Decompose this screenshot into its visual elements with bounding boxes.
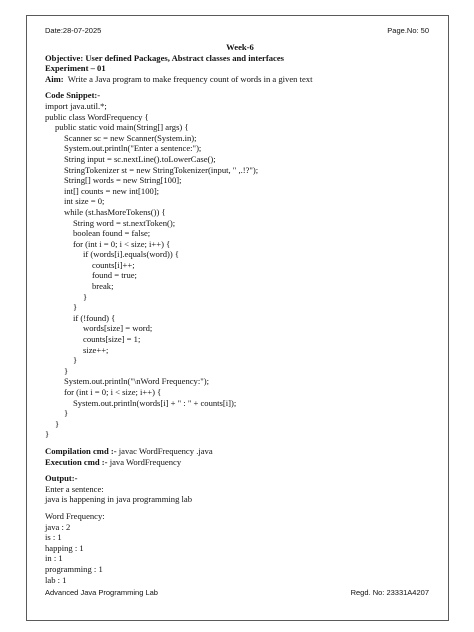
output-block-frequency [45, 511, 435, 585]
code-line: String word = st.nextToken(); [73, 217, 176, 228]
code-line: break; [92, 281, 114, 292]
experiment-number: Experiment – 01 [45, 63, 106, 74]
code-line: Scanner sc = new Scanner(System.in); [64, 132, 197, 143]
code-heading: Code Snippet:- [45, 90, 101, 101]
code-line: for (int i = 0; i < size; i++) { [64, 387, 162, 397]
compile-text: javac WordFrequency .java [116, 445, 213, 456]
compile-command [45, 446, 435, 457]
header-date: Date:28-07-2025 [45, 26, 102, 35]
code-line: } [73, 302, 78, 313]
footer-regd-no: Regd. No: 23331A4207 [350, 588, 429, 597]
code-line: System.out.println(words[i] + " : " + counts[i]); [73, 397, 237, 408]
code-line: System.out.println("Enter a sentence:"); [64, 143, 202, 154]
page-header [45, 26, 429, 35]
code-line: StringTokenizer st = new StringTokenizer(input, " ,.!?"); [64, 164, 259, 175]
code-line: size++; [83, 344, 109, 355]
code-line: for (int i = 0; i < size; i++) { [73, 238, 171, 249]
output-line: java : 2 [45, 521, 71, 532]
code-line: if (words[i].equals(word)) { [83, 249, 179, 260]
aim-label: Aim: [45, 73, 64, 84]
output-line: happing : 1 [45, 542, 84, 553]
output-heading: Output:- [45, 473, 78, 484]
footer-lab-name: Advanced Java Programming Lab [45, 588, 158, 597]
code-line: boolean found = false; [73, 228, 151, 239]
code-line: } [55, 418, 60, 429]
output-line: in : 1 [45, 553, 63, 564]
output-line: lab : 1 [45, 574, 67, 585]
code-line: public class WordFrequency { [45, 111, 149, 122]
code-line: counts[size] = 1; [83, 334, 141, 345]
exec-text: java WordFrequency [107, 456, 182, 467]
objective: Objective: User defined Packages, Abstract classes and interfaces [45, 52, 284, 63]
code-line: } [83, 291, 88, 302]
code-line: } [64, 365, 69, 376]
aim [45, 74, 435, 85]
output-line: Word Frequency: [45, 510, 105, 521]
code-line: int size = 0; [64, 196, 105, 207]
document-content [45, 42, 435, 585]
page-footer [45, 588, 429, 597]
code-block [45, 101, 435, 440]
week-title: Week-6 [226, 42, 254, 52]
code-line: } [73, 355, 78, 366]
header-page-number: Page.No: 50 [387, 26, 429, 35]
code-line: public static void main(String[] args) { [55, 122, 189, 133]
output-line: java is happening in java programming lab [45, 494, 193, 505]
aim-text: Write a Java program to make frequency count of words in a given text [63, 73, 313, 84]
code-line: while (st.hasMoreTokens()) { [64, 206, 166, 217]
output-line: Enter a sentence: [45, 483, 104, 494]
code-line: String[] words = new String[100]; [64, 175, 182, 186]
code-line: } [45, 429, 50, 440]
code-line: if (!found) { [73, 312, 116, 323]
code-line: System.out.println("\nWord Frequency:"); [64, 376, 209, 387]
compile-label: Compilation cmd :- [45, 445, 117, 456]
code-line: counts[i]++; [92, 259, 135, 270]
code-line: int[] counts = new int[100]; [64, 185, 160, 196]
code-line: words[size] = word; [83, 323, 153, 334]
code-line: } [64, 408, 69, 419]
code-line: import java.util.*; [45, 100, 107, 111]
output-line: is : 1 [45, 532, 62, 543]
output-line: programming : 1 [45, 563, 103, 574]
execution-command [45, 457, 435, 468]
output-block-input [45, 484, 435, 505]
code-line: found = true; [92, 270, 137, 281]
code-line: String input = sc.nextLine().toLowerCase(); [64, 153, 216, 164]
exec-label: Execution cmd :- [45, 456, 108, 467]
